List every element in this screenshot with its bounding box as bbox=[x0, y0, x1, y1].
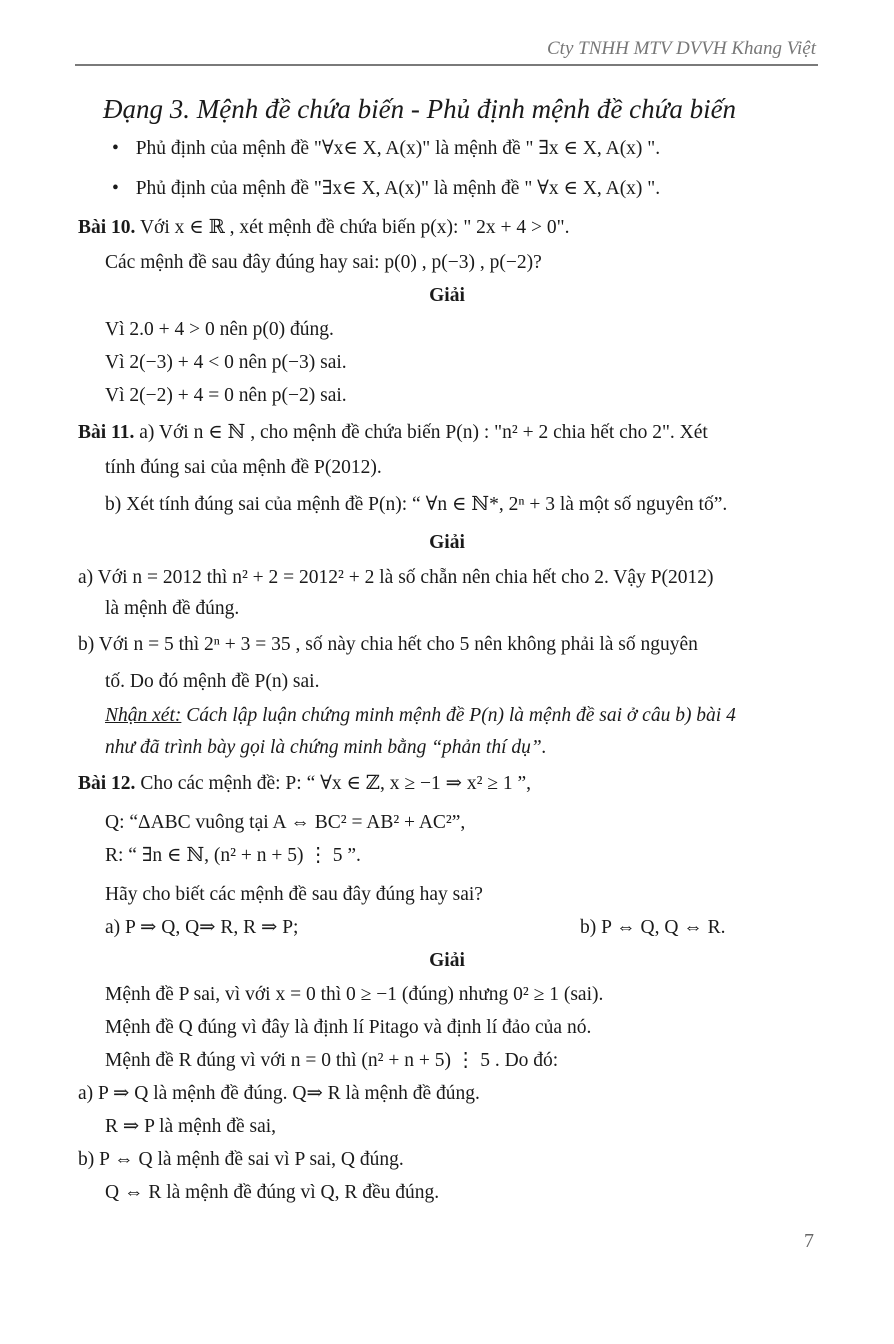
bai12-problem-line: a) P ⇒ Q, Q⇒ R, R ⇒ P; bbox=[105, 917, 299, 938]
bai11-solution-line: là mệnh đề đúng. bbox=[105, 598, 240, 619]
section-title: Đạng 3. Mệnh đề chứa biến - Phủ định mệnh đề chứa biến bbox=[103, 94, 737, 124]
bai10-solution-line: Vì 2.0 + 4 > 0 nên p(0) đúng. bbox=[105, 319, 334, 340]
bai12-solution-line: Q ⇔ R là mệnh đề đúng vì Q, R đều đúng. bbox=[105, 1182, 440, 1203]
bai12-solution-line: a) P ⇒ Q là mệnh đề đúng. Q⇒ R là mệnh đề đúng. bbox=[78, 1083, 480, 1104]
bai10-label: Bài 10. bbox=[78, 217, 136, 238]
bai11-solution-line: a) Với n = 2012 thì n² + 2 = 2012² + 2 là số chẵn nên chia hết cho 2. Vậy P(2012) bbox=[78, 567, 714, 588]
bai12-solution-line: b) P ⇔ Q là mệnh đề sai vì P sai, Q đúng. bbox=[78, 1149, 404, 1170]
bai11-solution-heading: Giải bbox=[429, 532, 465, 553]
bai10-solution-line: Vì 2(−2) + 4 = 0 nên p(−2) sai. bbox=[105, 385, 347, 406]
bai11-label: Bài 11. bbox=[78, 422, 135, 443]
bai10-problem-line: Các mệnh đề sau đây đúng hay sai: p(0) , p(−3) , p(−2)? bbox=[105, 252, 542, 273]
bai10-solution-line: Vì 2(−3) + 4 < 0 nên p(−3) sai. bbox=[105, 352, 347, 373]
bai11-problem-text: a) Với n ∈ ℕ , cho mệnh đề chứa biến P(n) : "n² + 2 chia hết cho 2". Xét bbox=[134, 422, 708, 443]
bai12-problem-text: Cho các mệnh đề: P: “ ∀x ∈ ℤ, x ≥ −1 ⇒ x² ≥ 1 ”, bbox=[135, 773, 532, 794]
bai11-problem-line: b) Xét tính đúng sai của mệnh đề P(n): “ ∀n ∈ ℕ*, 2ⁿ + 3 là một số nguyên tố”. bbox=[105, 494, 728, 515]
bullet-icon: • bbox=[112, 138, 119, 159]
bai11-solution-line: b) Với n = 5 thì 2ⁿ + 3 = 35 , số này chia hết cho 5 nên không phải là số nguyên bbox=[78, 634, 698, 655]
bai12-solution-line: Mệnh đề P sai, vì với x = 0 thì 0 ≥ −1 (đúng) nhưng 0² ≥ 1 (sai). bbox=[105, 984, 604, 1005]
bai11-problem-line: tính đúng sai của mệnh đề P(2012). bbox=[105, 457, 382, 478]
bai12-solution-line: Mệnh đề Q đúng vì đây là định lí Pitago và định lí đảo của nó. bbox=[105, 1017, 592, 1038]
bullet-text: Phủ định của mệnh đề "∀x∈ X, A(x)" là mệnh đề " ∃x ∈ X, A(x) ". bbox=[135, 138, 661, 159]
bai12-problem-line: Q: “ΔABC vuông tại A ⇔ BC² = AB² + AC²”, bbox=[105, 812, 466, 833]
bai11-remark bbox=[105, 703, 736, 729]
header-publisher: Cty TNHH MTV DVVH Khang Việt bbox=[547, 38, 816, 59]
bai12-problem-line: b) P ⇔ Q, Q ⇔ R. bbox=[580, 917, 726, 938]
bai11-problem-line bbox=[78, 420, 708, 446]
bai12-solution-line: R ⇒ P là mệnh đề sai, bbox=[105, 1116, 277, 1137]
bai12-solution-heading: Giải bbox=[429, 950, 465, 971]
bullet-text: Phủ định của mệnh đề "∃x∈ X, A(x)" là mệnh đề " ∀x ∈ X, A(x) ". bbox=[135, 178, 661, 199]
bai10-problem-text: Với x ∈ ℝ , xét mệnh đề chứa biến p(x): " 2x + 4 > 0". bbox=[135, 217, 570, 238]
remark-text: Cách lập luận chứng minh mệnh đề P(n) là mệnh đề sai ở câu b) bài 4 bbox=[181, 705, 736, 726]
bai11-remark-line: như đã trình bày gọi là chứng minh bằng “phản thí dụ”. bbox=[105, 737, 547, 758]
bai10-problem-line bbox=[78, 215, 569, 241]
bai10-solution-heading: Giải bbox=[429, 285, 465, 306]
bai12-problem-line: Hãy cho biết các mệnh đề sau đây đúng hay sai? bbox=[105, 884, 483, 905]
bai12-label: Bài 12. bbox=[78, 773, 136, 794]
page-number: 7 bbox=[804, 1230, 814, 1252]
bai12-problem-line: R: “ ∃n ∈ ℕ, (n² + n + 5) ⋮ 5 ”. bbox=[105, 845, 361, 866]
header-divider bbox=[75, 64, 818, 66]
bullet-item bbox=[112, 176, 660, 202]
bai12-solution-line: Mệnh đề R đúng vì với n = 0 thì (n² + n + 5) ⋮ 5 . Do đó: bbox=[105, 1050, 559, 1071]
remark-label: Nhận xét: bbox=[105, 705, 182, 726]
bullet-item bbox=[112, 136, 660, 162]
bai12-problem-line bbox=[78, 771, 531, 797]
bullet-icon: • bbox=[112, 178, 119, 199]
bai11-solution-line: tố. Do đó mệnh đề P(n) sai. bbox=[105, 671, 320, 692]
